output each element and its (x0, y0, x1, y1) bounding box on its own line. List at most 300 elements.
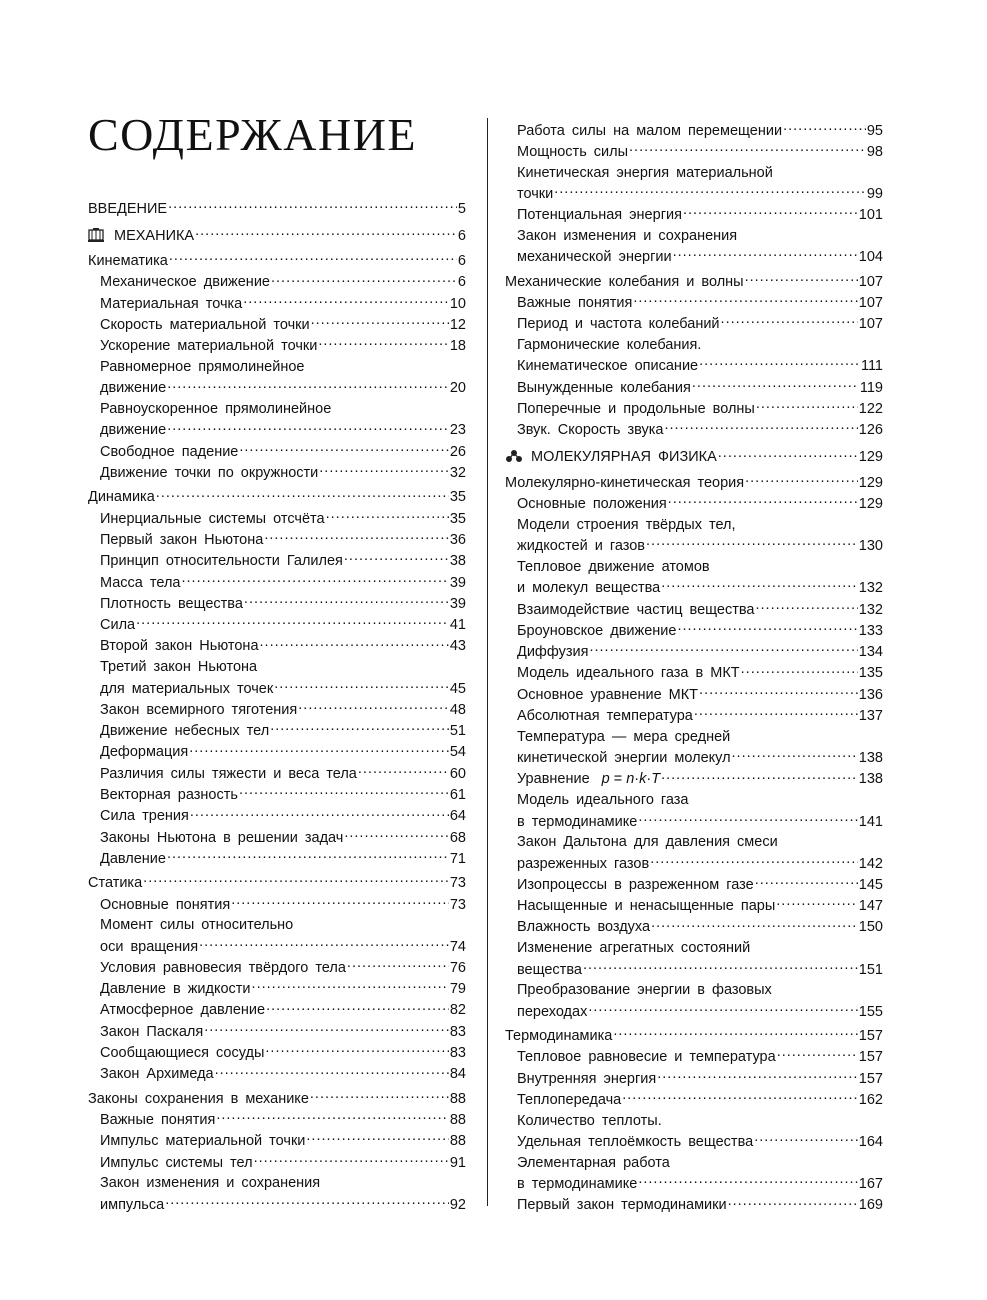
page-number: 6 (457, 274, 466, 291)
toc-entry (505, 832, 883, 874)
toc-label (100, 958, 346, 979)
toc-line (517, 642, 883, 663)
toc-label-text: Диффузия (517, 644, 589, 661)
page-number: 54 (449, 744, 466, 761)
toc-entry (505, 420, 883, 441)
dot-leader (589, 642, 857, 657)
dot-leader (298, 699, 449, 714)
toc-entry (88, 827, 466, 848)
page-number: 138 (858, 771, 883, 788)
toc-label (100, 1153, 253, 1174)
toc-section (505, 1025, 883, 1046)
page-number: 157 (858, 1070, 883, 1087)
toc-label (517, 812, 637, 833)
page-number: 122 (858, 400, 883, 417)
toc-entry (88, 806, 466, 827)
toc-label (517, 832, 778, 853)
page-number: 10 (449, 295, 466, 312)
toc-line (100, 915, 466, 936)
toc-label (517, 1195, 727, 1216)
toc-line (100, 1173, 466, 1194)
formula-part: k (639, 771, 647, 788)
dot-leader (168, 198, 457, 213)
toc-entry (88, 615, 466, 636)
column-divider (487, 118, 488, 1206)
toc-line (517, 578, 883, 599)
toc-entry (88, 657, 466, 699)
dot-leader (264, 529, 449, 544)
toc-label (517, 685, 698, 706)
formula-part: p (601, 771, 610, 788)
toc-label (100, 1173, 320, 1194)
dot-leader (167, 378, 449, 393)
toc-label (88, 487, 155, 508)
toc-line (517, 706, 883, 727)
toc-line (100, 763, 466, 784)
toc-line (517, 494, 883, 515)
toc-label-text: Движение небесных тел (100, 723, 270, 740)
toc-label (517, 163, 773, 184)
page-number: 32 (449, 465, 466, 482)
toc-line (100, 272, 466, 293)
dot-leader (165, 1194, 449, 1209)
toc-label-text: Изопроцессы в разреженном газе (517, 876, 754, 893)
toc-entry (505, 377, 883, 398)
dot-leader (204, 1021, 449, 1036)
page-number: 48 (449, 701, 466, 718)
toc-label-text: Потенциальная энергия (517, 207, 682, 224)
toc-label-text: Влажность воздуха (517, 919, 651, 936)
toc-entry (505, 1068, 883, 1089)
toc-label-text: Закон Паскаля (100, 1023, 204, 1040)
toc-line (517, 959, 883, 980)
dot-leader (661, 769, 858, 784)
toc-line (100, 357, 466, 378)
dot-leader (650, 853, 858, 868)
toc-label-text: Движение точки по окружности (100, 465, 319, 482)
toc-label (517, 960, 582, 981)
page-number: 169 (858, 1197, 883, 1214)
toc-label-text: Мощность силы (517, 143, 629, 160)
toc-line (505, 447, 883, 468)
page-number: 157 (858, 1049, 883, 1066)
toc-column-right (505, 120, 883, 1216)
toc-label (517, 896, 775, 917)
dot-leader (694, 706, 858, 721)
page-number: 155 (858, 1003, 883, 1020)
page-number: 107 (858, 294, 883, 311)
page-number: 167 (858, 1176, 883, 1193)
toc-line (517, 769, 883, 790)
toc-label (517, 1132, 753, 1153)
toc-label-text: Закон изменения и сохранения (517, 227, 738, 244)
toc-entry (505, 938, 883, 980)
toc-entry (88, 572, 466, 593)
toc-line (517, 515, 883, 536)
toc-line (100, 936, 466, 957)
toc-line (88, 873, 466, 894)
toc-entry (505, 292, 883, 313)
page-number: 151 (858, 961, 883, 978)
toc-label (517, 1047, 776, 1068)
toc-label (517, 980, 772, 1001)
toc-label-text: Деформация (100, 744, 189, 761)
dot-leader (239, 441, 448, 456)
page-number: 91 (449, 1154, 466, 1171)
page-number: 43 (449, 638, 466, 655)
page-number: 79 (449, 981, 466, 998)
toc-label-text: Материальная точка (100, 295, 243, 312)
toc-line (517, 557, 883, 578)
toc-section (88, 251, 466, 272)
formula-part: = (613, 771, 623, 788)
toc-line (517, 1047, 883, 1068)
page-number: 51 (449, 723, 466, 740)
toc-label-text: в термодинамике (517, 1176, 638, 1193)
toc-label-text: Инерциальные системы отсчёта (100, 510, 325, 527)
toc-label (100, 657, 257, 678)
toc-line (517, 620, 883, 641)
dot-leader (190, 806, 449, 821)
toc-entry (505, 494, 883, 515)
dot-leader (189, 742, 449, 757)
page-number: 145 (858, 876, 883, 893)
toc-label-text: Взаимодействие частиц вещества (517, 601, 755, 618)
page-number: 129 (858, 449, 883, 466)
toc-label-text: Статика (88, 875, 143, 892)
toc-entry (505, 642, 883, 663)
toc-entry (505, 706, 883, 727)
toc-label-text: Импульс материальной точки (100, 1133, 306, 1150)
toc-label (100, 594, 243, 615)
toc-label (100, 937, 198, 958)
dot-leader (167, 420, 449, 435)
toc-line (517, 314, 883, 335)
dot-leader (732, 748, 858, 763)
toc-label-text: переходах (517, 1003, 588, 1020)
toc-label (517, 494, 667, 515)
toc-label (517, 1111, 662, 1132)
toc-label (100, 378, 166, 399)
toc-label (517, 1002, 587, 1023)
toc-line (100, 657, 466, 678)
dot-leader (755, 874, 858, 889)
dot-leader (310, 1088, 449, 1103)
page-number: 60 (449, 765, 466, 782)
toc-line (100, 441, 466, 462)
toc-label (517, 642, 588, 663)
toc-label (517, 356, 698, 377)
page-number: 141 (858, 813, 883, 830)
toc-label-text: Основное уравнение МКТ (517, 686, 699, 703)
page-number: 82 (449, 1002, 466, 1019)
toc-column-left (88, 195, 466, 1215)
toc-entry (505, 599, 883, 620)
toc-line (517, 599, 883, 620)
toc-label (100, 721, 269, 742)
toc-label (100, 742, 188, 763)
page-number: 61 (449, 787, 466, 804)
toc-label-text: Вынужденные колебания (517, 379, 691, 396)
toc-label (100, 1110, 215, 1131)
toc-entry (88, 894, 466, 915)
toc-label (88, 199, 167, 220)
toc-label-text: Векторная разность (100, 787, 238, 804)
dot-leader (728, 1195, 858, 1210)
toc-line (517, 536, 883, 557)
toc-label (517, 706, 693, 727)
toc-label (517, 748, 731, 769)
toc-label (517, 121, 782, 142)
dot-leader (668, 494, 858, 509)
toc-label (505, 272, 744, 293)
dot-leader (664, 420, 857, 435)
toc-label-text: Термодинамика (505, 1027, 613, 1044)
toc-entry (505, 684, 883, 705)
dot-leader (783, 120, 866, 135)
dot-leader (274, 678, 449, 693)
toc-label-text: Принцип относительности Галилея (100, 553, 343, 570)
toc-label-text: МЕХАНИКА (114, 227, 195, 244)
toc-label (100, 420, 166, 441)
toc-label (517, 790, 689, 811)
toc-entry (505, 120, 883, 141)
dot-leader (358, 763, 449, 778)
toc-label (517, 769, 660, 790)
toc-label-text: движение (100, 422, 167, 439)
toc-line (100, 463, 466, 484)
dot-leader (181, 572, 448, 587)
page-number: 95 (866, 122, 883, 139)
toc-label (100, 442, 238, 463)
dot-leader (195, 225, 457, 240)
page-number: 73 (449, 875, 466, 892)
toc-label (100, 895, 230, 916)
toc-label-text: Броуновское движение (517, 622, 677, 639)
toc-entry (505, 980, 883, 1022)
dot-leader (673, 247, 858, 262)
page-number: 83 (449, 1045, 466, 1062)
toc-line (100, 1131, 466, 1152)
toc-label-text: Тепловое движение атомов (517, 558, 710, 575)
toc-line (88, 1088, 466, 1109)
toc-label-text: Гармонические колебания. (517, 336, 702, 353)
toc-label (100, 551, 343, 572)
toc-label-text: Первый закон термодинамики (517, 1197, 727, 1214)
toc-label (517, 1090, 621, 1111)
dot-leader (344, 551, 449, 566)
toc-label-text: Момент силы относительно (100, 917, 294, 934)
toc-label-text: Внутренняя энергия (517, 1070, 657, 1087)
dot-leader (622, 1089, 858, 1104)
page-number: 83 (449, 1023, 466, 1040)
toc-label (100, 849, 166, 870)
toc-label (100, 679, 273, 700)
toc-label-text: жидкостей и газов (517, 538, 646, 555)
formula-part: n (626, 771, 635, 788)
toc-line (517, 335, 883, 356)
dot-leader (344, 827, 449, 842)
toc-label (517, 420, 663, 441)
toc-label-text: Закон изменения и сохранения (100, 1175, 321, 1192)
toc-entry (505, 557, 883, 599)
toc-section (505, 472, 883, 493)
dot-leader (319, 463, 449, 478)
toc-line (100, 508, 466, 529)
toc-line (100, 957, 466, 978)
page-number: 23 (449, 422, 466, 439)
toc-label-text: Сила трения (100, 808, 189, 825)
toc-entry (88, 699, 466, 720)
toc-line (100, 721, 466, 742)
page-number: 20 (449, 380, 466, 397)
toc-line (517, 790, 883, 811)
page-number: 35 (449, 510, 466, 527)
toc-label (517, 917, 650, 938)
toc-line (517, 120, 883, 141)
page-number: 119 (859, 379, 883, 396)
toc-part (88, 225, 466, 246)
toc-entry (505, 727, 883, 769)
toc-label-text: Сообщающиеся сосуды (100, 1045, 265, 1062)
toc-entry (88, 1173, 466, 1215)
dot-leader (347, 957, 449, 972)
page-number: 84 (449, 1066, 466, 1083)
toc-entry (88, 1000, 466, 1021)
dot-leader (677, 620, 857, 635)
toc-line (100, 399, 466, 420)
toc-label-text: Третий закон Ньютона (100, 659, 258, 676)
toc-entry (505, 1089, 883, 1110)
dot-leader (745, 472, 858, 487)
toc-label-text: Давление в жидкости (100, 981, 251, 998)
page-number: 38 (449, 553, 466, 570)
toc-line (100, 678, 466, 699)
toc-label (505, 447, 717, 468)
page-number: 6 (457, 227, 466, 244)
toc-label-text: Важные понятия (100, 1111, 216, 1128)
dot-leader (254, 1152, 449, 1167)
toc-label (100, 357, 304, 378)
toc-entry (505, 874, 883, 895)
dot-leader (260, 636, 449, 651)
dot-leader (169, 251, 457, 266)
toc-entry (88, 915, 466, 957)
dot-leader (651, 917, 858, 932)
page-number: 111 (860, 358, 883, 375)
page-number: 137 (858, 708, 883, 725)
toc-label-text: Различия силы тяжести и веса тела (100, 765, 357, 782)
toc-line (517, 1068, 883, 1089)
dot-leader (239, 785, 449, 800)
toc-line (100, 1043, 466, 1064)
toc-entry (505, 620, 883, 641)
toc-line (517, 684, 883, 705)
dot-leader (318, 336, 449, 351)
page-number: 98 (866, 143, 883, 160)
toc-label (517, 854, 649, 875)
dot-leader (143, 873, 449, 888)
toc-entry (505, 1195, 883, 1216)
toc-label-text: Механические колебания и волны (505, 273, 744, 290)
toc-entry (505, 515, 883, 557)
dot-leader (776, 896, 858, 911)
toc-label (100, 764, 357, 785)
toc-entry (88, 551, 466, 572)
toc-label-text: Удельная теплоёмкость вещества (517, 1133, 754, 1150)
page-number: 18 (449, 338, 466, 355)
toc-line (100, 314, 466, 335)
page-number: 35 (449, 489, 466, 506)
toc-label-text: ВВЕДЕНИЕ (88, 200, 168, 217)
toc-line (100, 293, 466, 314)
toc-entry (88, 848, 466, 869)
dot-leader (699, 684, 858, 699)
page-number: 88 (449, 1090, 466, 1107)
page-number: 133 (858, 622, 883, 639)
toc-line (517, 1153, 883, 1174)
dot-leader (270, 721, 449, 736)
toc-label (100, 615, 135, 636)
toc-label (517, 663, 740, 684)
page-number: 76 (449, 959, 466, 976)
toc-label (100, 573, 180, 594)
toc-line (100, 742, 466, 763)
dot-leader (156, 487, 449, 502)
toc-label-text: Изменение агрегатных состояний (517, 940, 751, 957)
dot-leader (265, 1043, 448, 1058)
toc-label (517, 578, 660, 599)
toc-label (100, 700, 297, 721)
toc-entry (88, 314, 466, 335)
toc-label (517, 600, 754, 621)
toc-section (88, 198, 466, 219)
toc-label (100, 294, 242, 315)
toc-label (100, 828, 343, 849)
dot-leader (244, 593, 449, 608)
toc-label (517, 314, 720, 335)
page-number: 39 (449, 595, 466, 612)
toc-label-text: Атмосферное давление (100, 1002, 266, 1019)
page-number: 64 (449, 808, 466, 825)
toc-line (100, 827, 466, 848)
toc-label (517, 335, 701, 356)
toc-label (517, 875, 754, 896)
page-number: 132 (858, 601, 883, 618)
dot-leader (646, 536, 858, 551)
toc-label-text: для материальных точек (100, 680, 274, 697)
toc-entry (505, 663, 883, 684)
toc-label (100, 509, 325, 530)
dot-leader (721, 314, 858, 329)
page-number: 88 (449, 1111, 466, 1128)
toc-entry (505, 1047, 883, 1068)
toc-entry (505, 335, 883, 377)
toc-entry (88, 1064, 466, 1085)
toc-line (100, 806, 466, 827)
toc-label-text: Молекулярно-кинетическая теория (505, 474, 745, 491)
dot-leader (755, 599, 857, 614)
toc-line (517, 896, 883, 917)
page-number: 71 (449, 850, 466, 867)
toc-line (100, 551, 466, 572)
page-title: СОДЕРЖАНИЕ (88, 109, 418, 160)
dot-leader (231, 894, 449, 909)
toc-line (517, 727, 883, 748)
toc-entry (88, 593, 466, 614)
toc-label (100, 272, 270, 293)
dot-leader (754, 1131, 858, 1146)
